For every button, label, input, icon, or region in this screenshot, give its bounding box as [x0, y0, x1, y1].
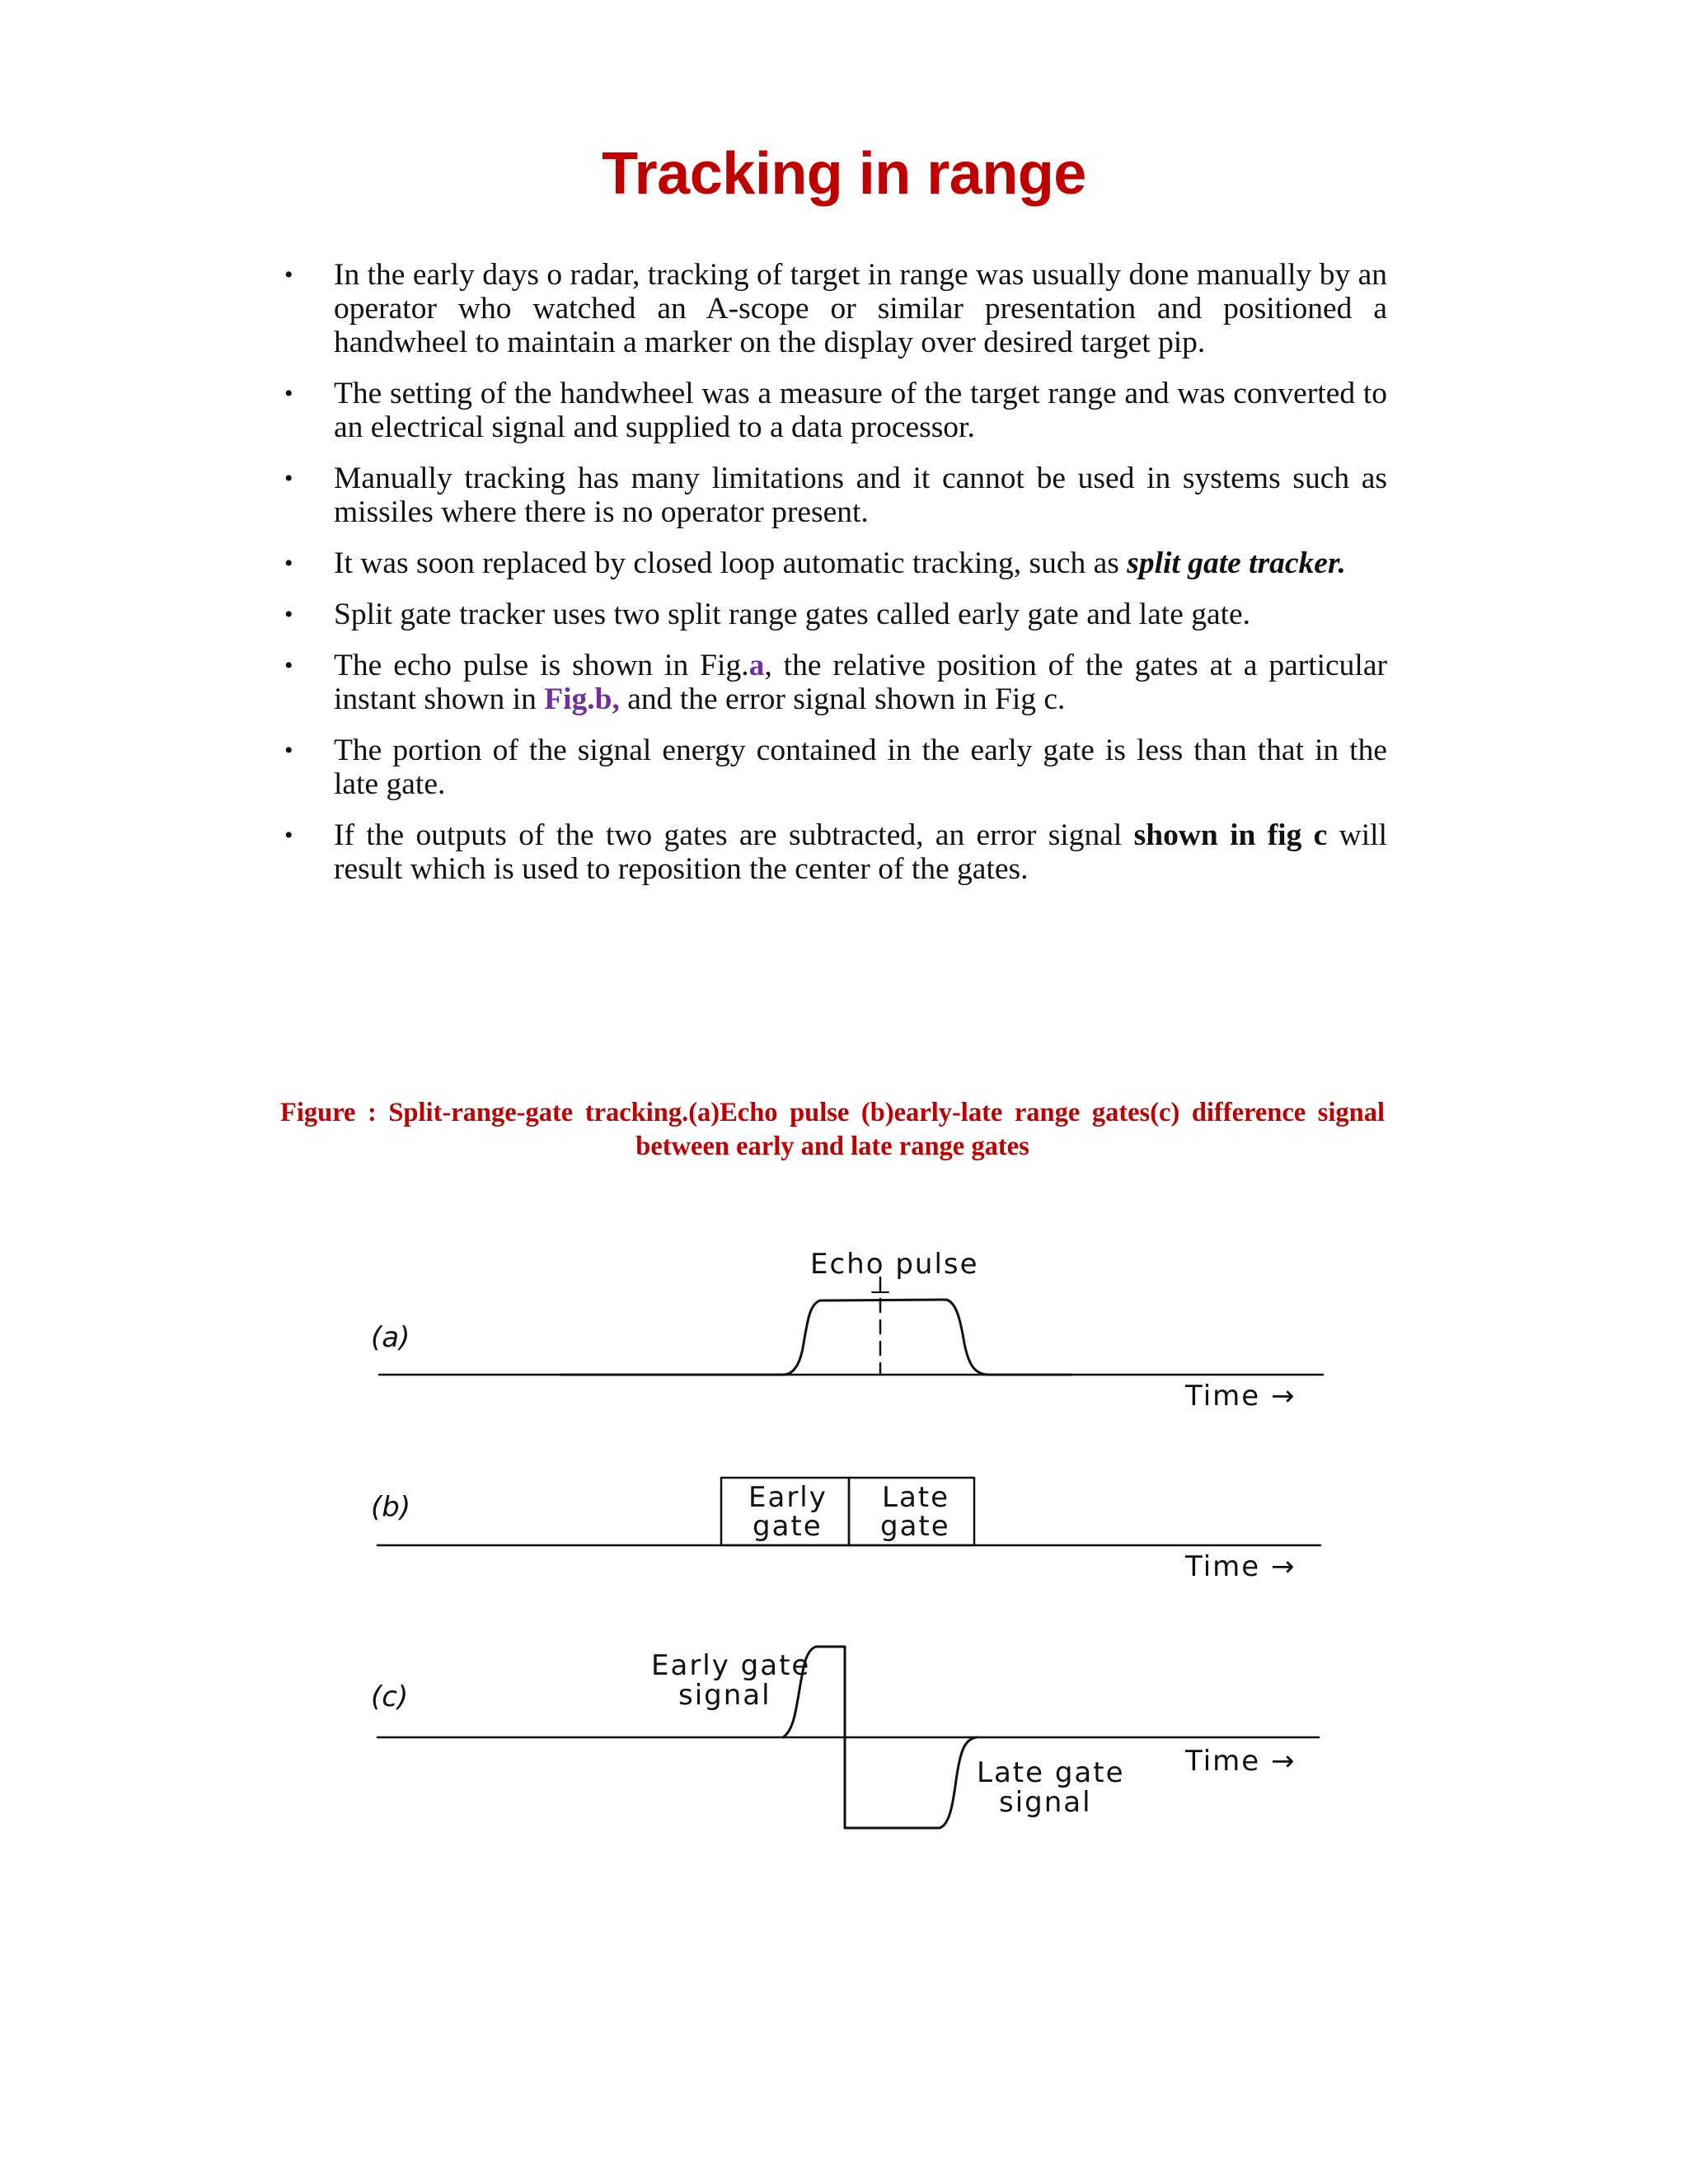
bullet-text: If the outputs of the two gates are subtracted, an error signal	[334, 818, 1134, 852]
bullet-text-post: and the error signal shown in Fig c.	[619, 682, 1066, 716]
bullet-icon: •	[284, 261, 293, 288]
panel-b-label: (b)	[371, 1491, 411, 1524]
panel-c-waveform	[377, 1647, 1319, 1828]
early-gate-signal-label-1: Early gate	[651, 1649, 811, 1682]
early-gate-signal-label-2: signal	[678, 1679, 771, 1712]
time-axis-label-a: Time →	[1185, 1380, 1296, 1413]
echo-pulse-label: Echo pulse	[810, 1248, 979, 1281]
bullet-text: The echo pulse is shown in Fig.	[334, 649, 749, 682]
bullet-icon: •	[284, 465, 293, 492]
late-gate-label-2: gate	[880, 1510, 950, 1543]
early-gate-label-2: gate	[753, 1510, 823, 1543]
figure-ref-b: Fig.b,	[544, 682, 620, 716]
bullet-icon: •	[284, 652, 293, 679]
bullet-text: The setting of the handwheel was a measure of the target range and was converted to an electrical signal and supplied to a data processor.	[334, 377, 1387, 444]
panel-a-label: (a)	[371, 1321, 410, 1354]
bullet-text: Manually tracking has many limitations and it cannot be used in systems such as missiles where there is no operator present.	[334, 462, 1387, 529]
bullet-text: The portion of the signal energy contained in the early gate is less than that in the late gate.	[334, 733, 1387, 801]
late-gate-signal-label-2: signal	[999, 1786, 1092, 1819]
bullet-text-mid: , the relative position of the gates at a particular instant shown in	[334, 649, 1387, 716]
late-gate-signal-label-1: Late gate	[977, 1756, 1125, 1789]
bullet-icon: •	[284, 737, 293, 764]
time-axis-label-b: Time →	[1185, 1550, 1296, 1583]
panel-b-waveform	[377, 1478, 1320, 1545]
bullet-text-post: will result which is used to reposition the center of the gates.	[334, 818, 1387, 886]
caption-line-2: between early and late range gates	[635, 1132, 1029, 1161]
bullet-icon: •	[284, 550, 293, 577]
bullet-text: In the early days o radar, tracking of target in range was usually done manually by an operator who watched an A-scope or similar presentation and positioned a handwheel to maintain a marker on the display over desired target pip.	[334, 258, 1387, 359]
bullet-icon: •	[284, 822, 293, 849]
figure-ref-a: a	[748, 649, 765, 682]
caption-line-1: Figure : Split-range-gate tracking.(a)Echo pulse (b)early-late range gates(c) difference signal	[280, 1098, 1385, 1127]
late-gate-label-1: Late	[882, 1481, 950, 1514]
bullet-emphasis: shown in fig c	[1133, 818, 1328, 852]
bullet-text: It was soon replaced by closed loop automatic tracking, such as	[334, 546, 1128, 580]
bullet-emphasis: split gate tracker.	[1127, 546, 1346, 580]
panel-a-waveform	[379, 1277, 1323, 1375]
bullet-icon: •	[284, 601, 293, 628]
bullet-text: Split gate tracker uses two split range gates called early gate and late gate.	[334, 598, 1251, 631]
time-axis-label-c: Time →	[1185, 1745, 1296, 1778]
early-gate-label-1: Early	[748, 1481, 828, 1514]
page-title: Tracking in range	[602, 141, 1086, 207]
panel-c-label: (c)	[371, 1680, 409, 1713]
bullet-icon: •	[284, 380, 293, 407]
